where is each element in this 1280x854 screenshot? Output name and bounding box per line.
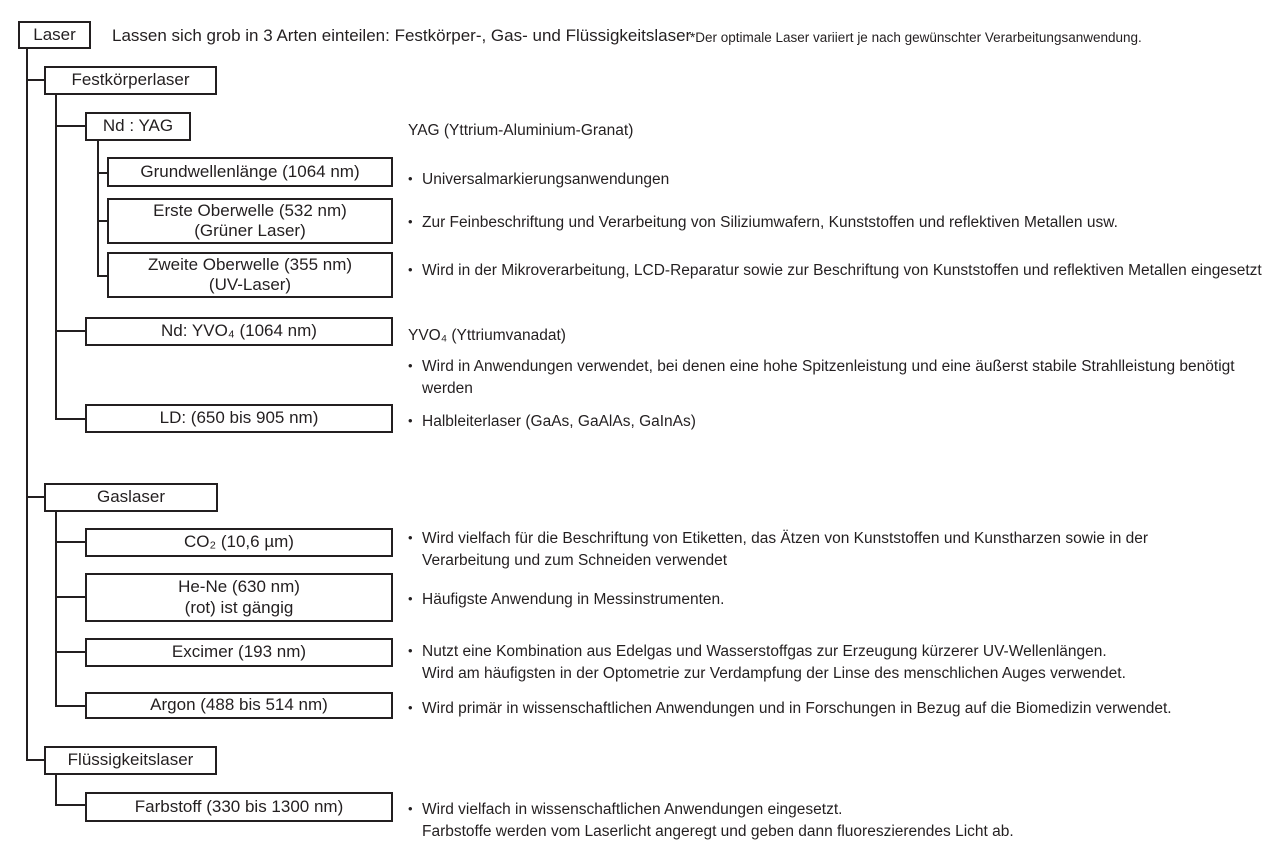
trunk-line-liquid: [55, 774, 57, 806]
node-label: Grundwellenlänge (1064 nm): [140, 161, 360, 181]
annotation-dye: [408, 799, 1014, 843]
annotation-line2: Wird am häufigsten in der Optometrie zur Verdampfung der Linse des menschlichen Auges verwendet.: [422, 665, 1126, 682]
branch-line-nd-yvo4: [55, 330, 85, 332]
node-dye: [85, 792, 393, 822]
group-node-label: Gaslaser: [96, 487, 166, 507]
branch-line-nd-yag: [55, 125, 85, 127]
root-node-laser: [18, 21, 91, 49]
group-node-label: Flüssigkeitslaser: [67, 750, 194, 770]
branch-line-liquid: [26, 759, 44, 761]
node-ld: [85, 404, 393, 433]
node-label: Argon (488 bis 514 nm): [150, 695, 328, 715]
annotation-fundamental-wavelength: • Universalmarkierungsanwendungen: [408, 169, 669, 191]
node-fundamental-wavelength: [107, 157, 393, 187]
branch-line-argon: [55, 705, 85, 707]
group-node-solid-state: [44, 66, 217, 95]
node-label-line2: (Grüner Laser): [194, 221, 306, 240]
group-node-liquid: [44, 746, 217, 775]
intro-text: Lassen sich grob in 3 Arten einteilen: Festkörper-, Gas- und Flüssigkeitslaser: [112, 26, 692, 45]
branch-line-second-harmonic: [97, 275, 107, 277]
root-node-label: Laser: [33, 24, 76, 44]
annotation-co2: • Wird vielfach für die Beschriftung von Etiketten, das Ätzen von Kunststoffen und Kunstharzen sowie in der Verarbeitung und zum Schneiden verwendet: [408, 528, 1222, 572]
node-label: He-Ne (630 nm): [178, 577, 300, 597]
annotation-ld: • Halbleiterlaser (GaAs, GaAlAs, GaInAs): [408, 411, 696, 433]
node-hene: [85, 573, 393, 622]
node-nd-yvo4: [85, 317, 393, 346]
annotation-nd-yvo4-usage: • Wird in Anwendungen verwendet, bei denen eine hohe Spitzenleistung und eine äußerst stabile Strahlleistung benötigt werden: [408, 356, 1267, 400]
annotation-line1: • Wird vielfach in wissenschaftlichen Anwendungen eingesetzt.: [422, 801, 843, 818]
trunk-line-nd-yag: [97, 141, 99, 277]
branch-line-fundamental: [97, 172, 107, 174]
footnote-text: *Der optimale Laser variiert je nach gewünschter Verarbeitungsanwendung.: [690, 30, 1142, 45]
group-node-gas: [44, 483, 218, 512]
annotation-excimer: [408, 641, 1126, 685]
node-label: Farbstoff (330 bis 1300 nm): [134, 796, 344, 816]
branch-line-co2: [55, 541, 85, 543]
node-excimer: [85, 638, 393, 667]
branch-line-hene: [55, 596, 85, 598]
trunk-line-root: [26, 49, 28, 761]
group-node-label: Festkörperlaser: [71, 70, 190, 90]
node-label: LD: (650 bis 905 nm): [159, 408, 319, 428]
annotation-hene: • Häufigste Anwendung in Messinstrumenten.: [408, 589, 724, 611]
node-label: Zweite Oberwelle (355 nm): [147, 254, 353, 274]
node-nd-yag: [85, 112, 191, 141]
annotation-argon: • Wird primär in wissenschaftlichen Anwendungen und in Forschungen in Bezug auf die Biomedizin verwendet.: [408, 698, 1172, 720]
branch-line-solid-state: [26, 79, 44, 81]
annotation-second-harmonic: • Wird in der Mikroverarbeitung, LCD-Reparatur sowie zur Beschriftung von Kunststoffen und reflektiven Metallen eingesetzt: [408, 260, 1264, 282]
annotation-line1: • Nutzt eine Kombination aus Edelgas und Wasserstoffgas zur Erzeugung kürzerer UV-Wellenlängen.: [422, 643, 1107, 660]
branch-line-gas: [26, 496, 44, 498]
node-label: Excimer (193 nm): [171, 642, 307, 662]
branch-line-dye: [55, 804, 85, 806]
annotation-nd-yag: YAG (Yttrium-Aluminium-Granat): [408, 122, 634, 139]
node-argon: [85, 692, 393, 719]
node-label: Nd: YVO₄ (1064 nm): [161, 321, 317, 341]
annotation-first-harmonic: • Zur Feinbeschriftung und Verarbeitung von Siliziumwafern, Kunststoffen und reflektiven Metallen usw.: [408, 212, 1118, 234]
node-label: Erste Oberwelle (532 nm): [153, 200, 347, 220]
annotation-line2: Farbstoffe werden vom Laserlicht angeregt und geben dann fluoreszierendes Licht ab.: [422, 823, 1014, 840]
branch-line-excimer: [55, 651, 85, 653]
node-second-harmonic: [107, 252, 393, 298]
node-label: Nd : YAG: [102, 116, 174, 136]
annotation-nd-yvo4: YVO₄ (Yttriumvanadat): [408, 327, 566, 344]
node-label-line2: (UV-Laser): [208, 275, 292, 294]
node-first-harmonic: [107, 198, 393, 244]
trunk-line-solid-state: [55, 95, 57, 420]
branch-line-first-harmonic: [97, 220, 107, 222]
node-co2: [85, 528, 393, 557]
branch-line-ld: [55, 418, 85, 420]
node-label: CO₂ (10,6 µm): [184, 532, 294, 552]
node-label-line2: (rot) ist gängig: [184, 597, 294, 617]
